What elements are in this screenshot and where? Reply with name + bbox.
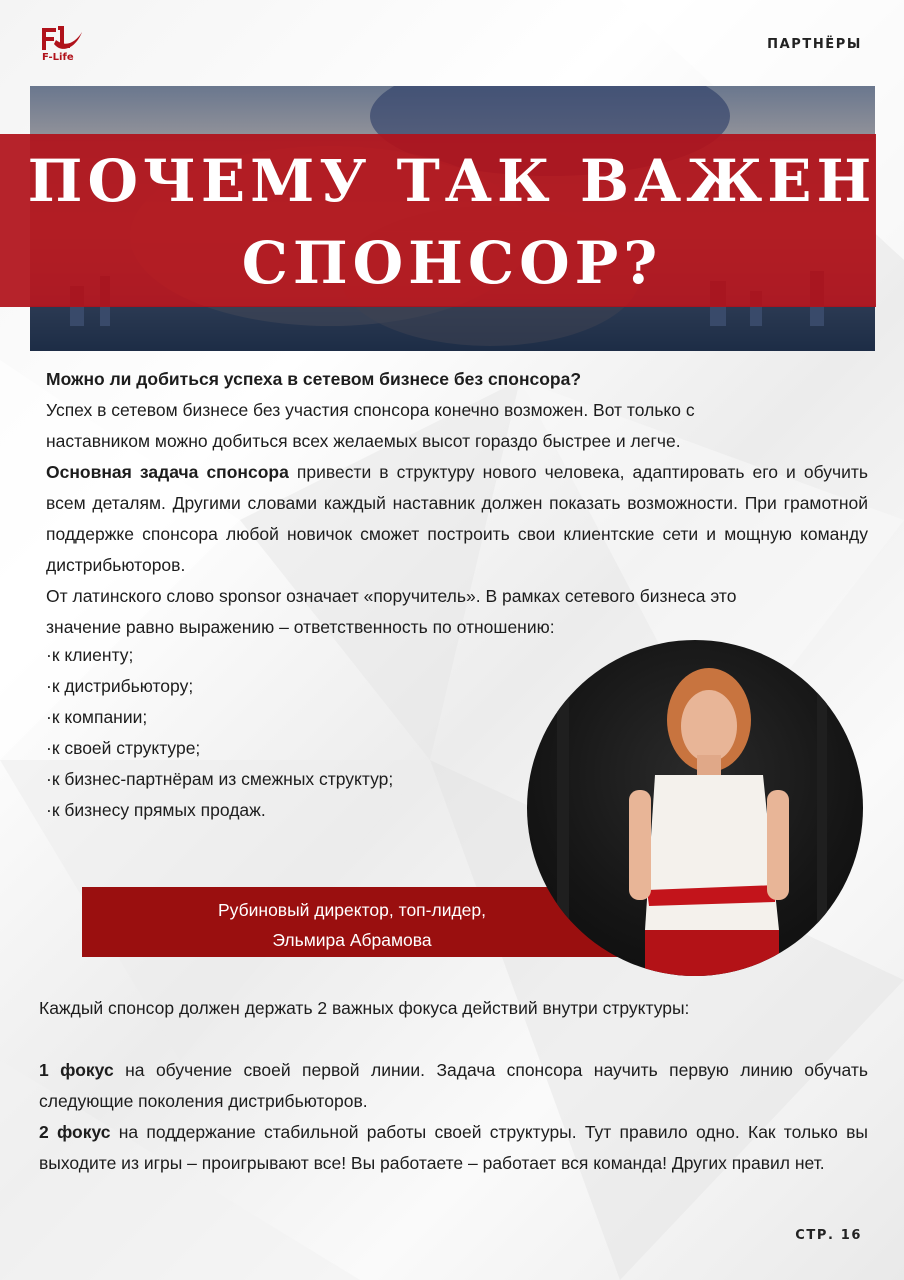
article-paragraph-2 <box>46 457 868 581</box>
focus-1-label: 1 фокус <box>39 1060 114 1080</box>
article-paragraph-1-line-1: Успех в сетевом бизнесе без участия спонсора конечно возможен. Вот только с <box>46 400 695 420</box>
list-item: ·к бизнес-партнёрам из смежных структур; <box>46 769 394 789</box>
article-paragraph-3-line-2: значение равно выражению – ответственность по отношению: <box>46 617 555 637</box>
list-item: ·к клиенту; <box>46 645 134 665</box>
hero-title-line1: ПОЧЕМУ ТАК ВАЖЕН <box>27 147 877 215</box>
logo-text: F-Life <box>42 52 74 63</box>
caption-line-2: Эльмира Абрамова <box>272 930 432 950</box>
focus-2-label: 2 фокус <box>39 1122 111 1142</box>
article-paragraph-1-line-2: наставником можно добиться всех желаемых высот гораздо быстрее и легче. <box>46 431 681 451</box>
sponsor-task-text: привести в структуру нового человека, адаптировать его и обучить всем деталям. Другими словами каждый наставник должен показать возможности. При грамотной поддержке спонсора любой новичок сможет построить свои клиентские сети и мощную команду дистрибьюторов. <box>46 462 868 575</box>
focus-2 <box>39 1117 868 1179</box>
focus-2-text: на поддержание стабильной работы своей структуры. Тут правило одно. Как только вы выходите из игры – проигрывают все! Вы работаете – работает вся команда! Других правил нет. <box>39 1122 869 1173</box>
list-item: ·к своей структуре; <box>46 738 201 758</box>
article-question: Можно ли добиться успеха в сетевом бизнесе без спонсора? <box>46 369 582 389</box>
responsibility-list <box>46 640 393 826</box>
list-item: ·к бизнесу прямых продаж. <box>46 800 266 820</box>
focus-1 <box>39 1055 868 1117</box>
list-item: ·к компании; <box>46 707 148 727</box>
sponsor-task-heading: Основная задача спонсора <box>46 462 289 482</box>
caption-line-1: Рубиновый директор, топ-лидер, <box>217 900 487 920</box>
section-label: ПАРТНЁРЫ <box>767 37 862 52</box>
focus-1-text: на обучение своей первой линии. Задача спонсора научить первую линию обучать следующие поколения дистрибьюторов. <box>39 1060 869 1111</box>
article-paragraph-3-line-1: От латинского слово sponsor означает «поручитель». В рамках сетевого бизнеса это <box>46 586 737 606</box>
list-item: ·к дистрибьютору; <box>46 676 194 696</box>
page-number: СТР. 16 <box>795 1228 862 1243</box>
focus-intro: Каждый спонсор должен держать 2 важных фокуса действий внутри структуры: <box>39 998 690 1018</box>
hero-title-line2: СПОНСОР? <box>241 229 663 297</box>
